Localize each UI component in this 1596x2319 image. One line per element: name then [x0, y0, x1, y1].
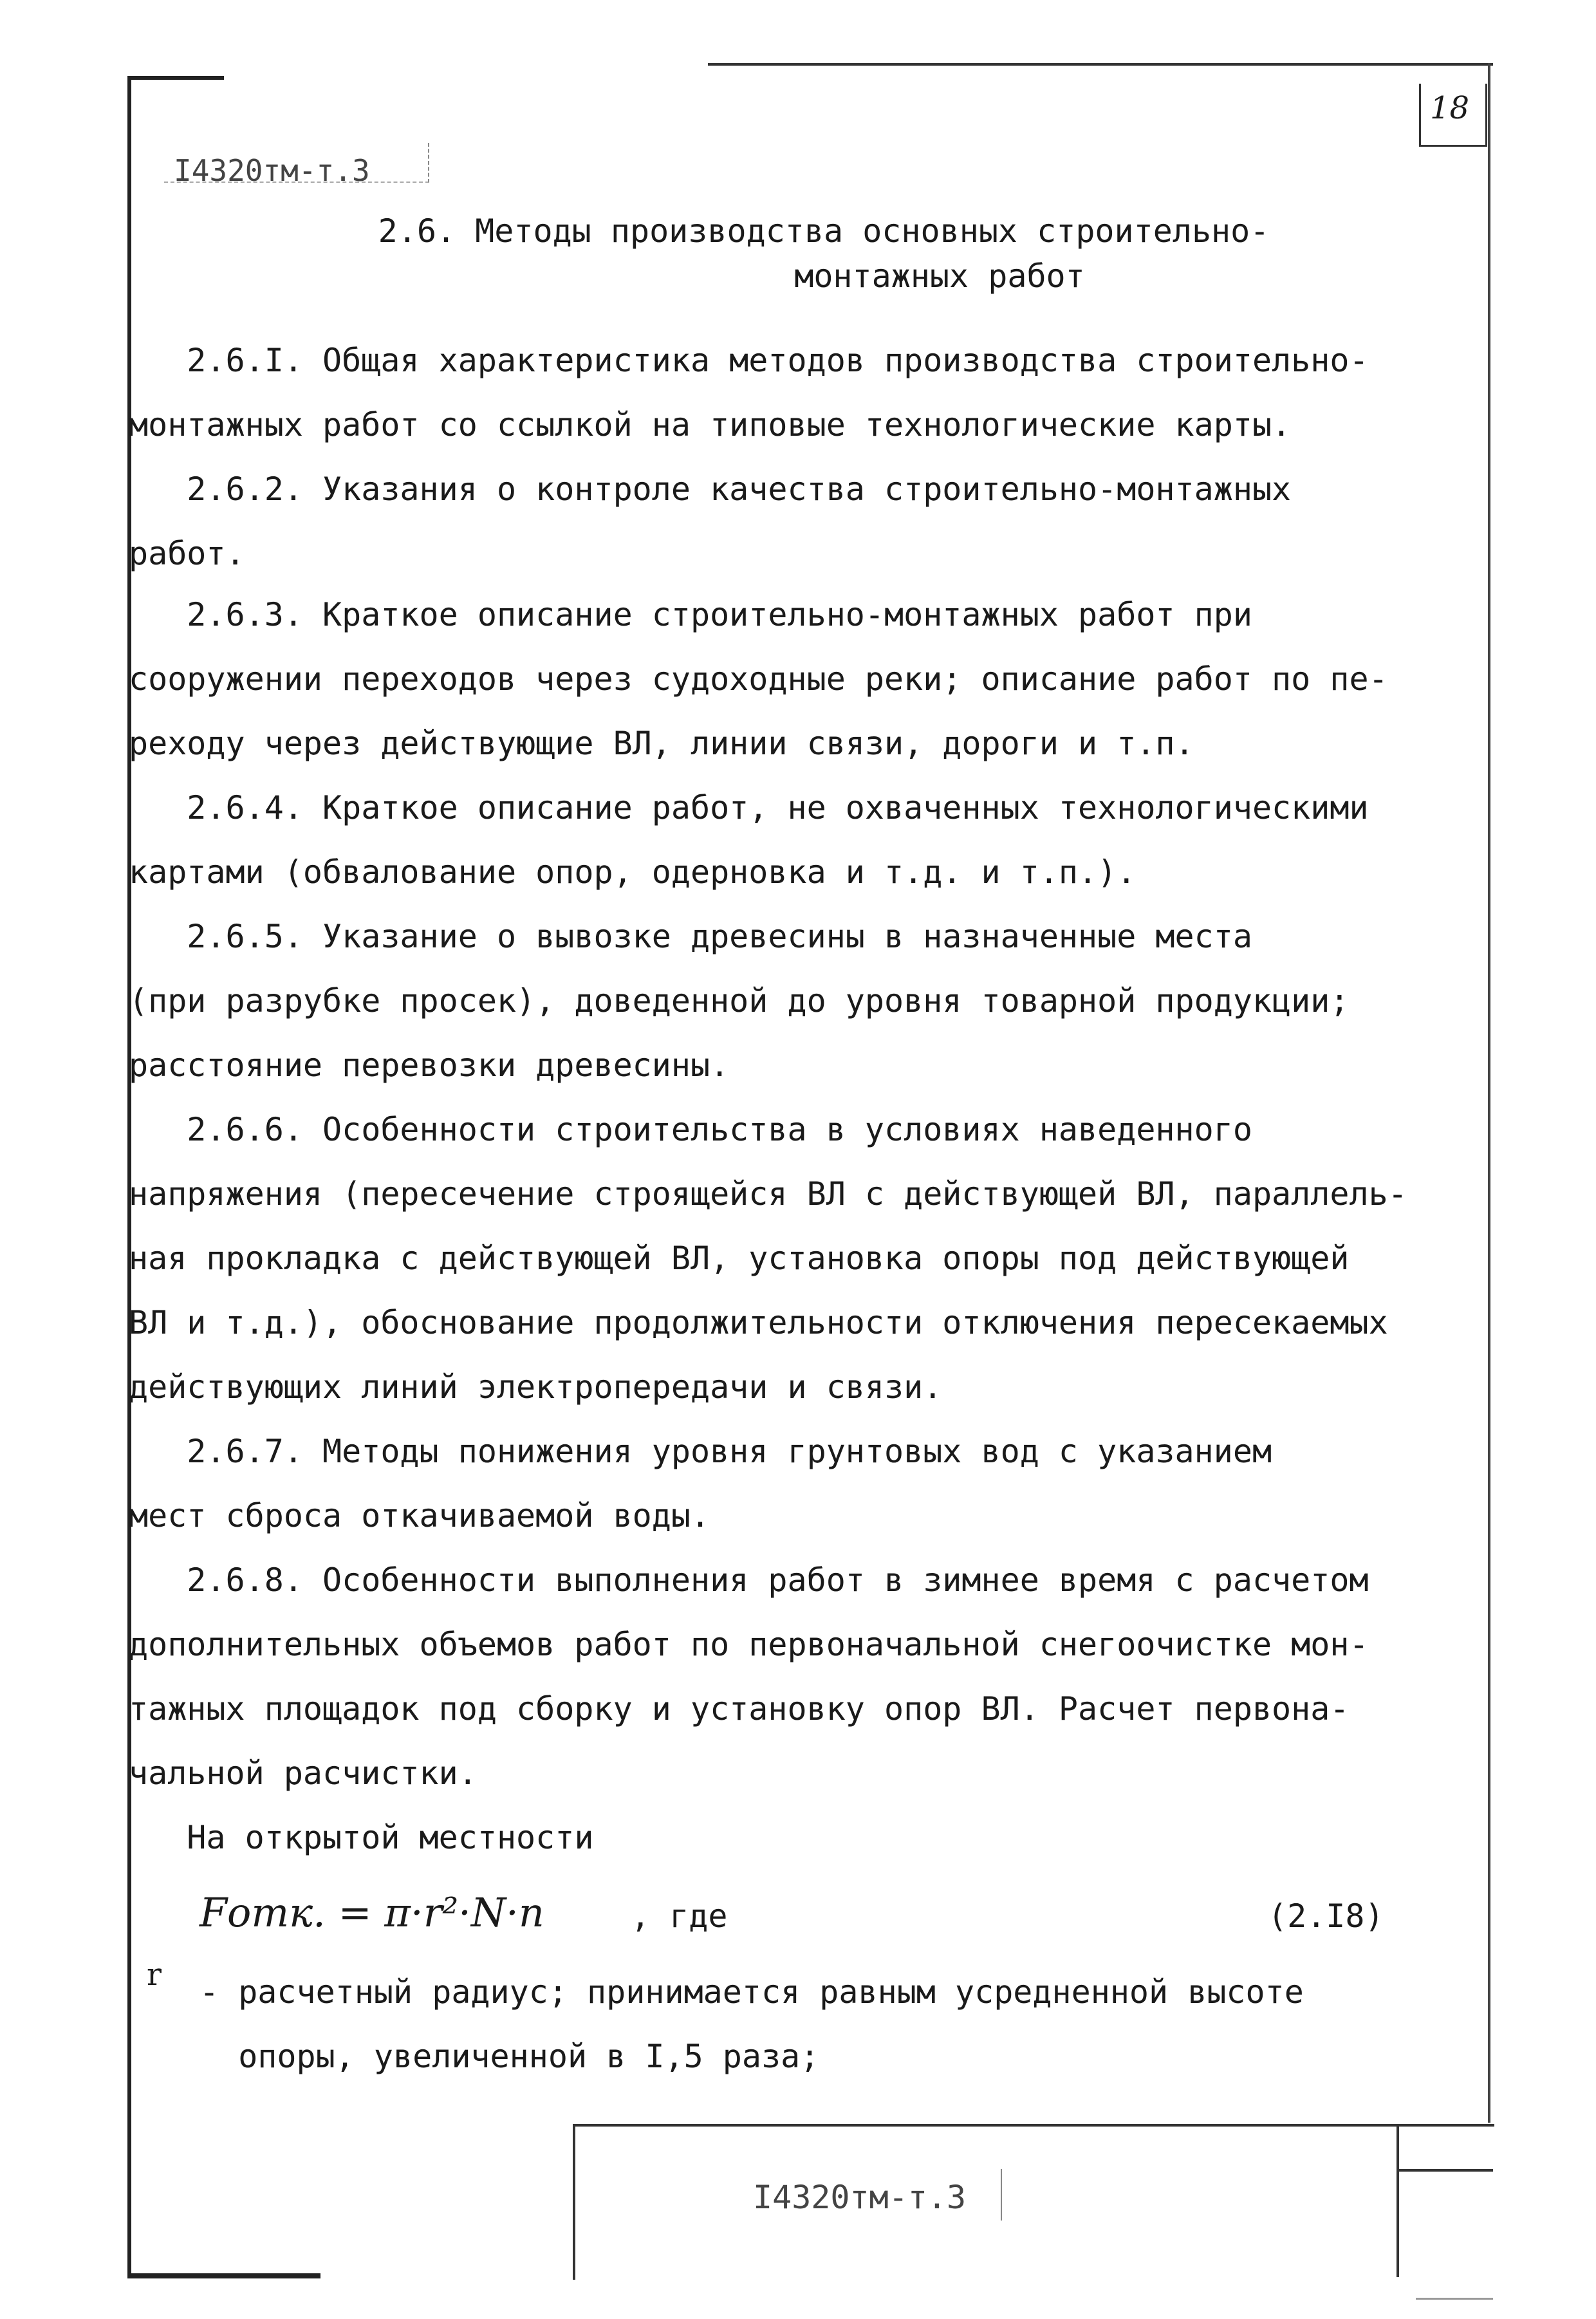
paragraph-line: 2.6.7. Методы понижения уровня грунтовых вод с указанием — [129, 1433, 1272, 1470]
formula-expression: Fотк. = π·r²·N·n — [200, 1889, 544, 1936]
paragraph-line: (при разрубке просек), доведенной до уровня товарной продукции; — [129, 982, 1350, 1020]
title-block — [573, 2124, 1494, 2280]
paragraph-line: напряжения (пересечение строящейся ВЛ с действующей ВЛ, параллель- — [129, 1175, 1407, 1213]
doc-code-bottom: I4320тм-т.3 — [753, 2179, 967, 2216]
scan-mark — [1416, 2298, 1493, 2300]
paragraph-line: расстояние перевозки древесины. — [129, 1047, 730, 1084]
page-number: 18 — [1430, 90, 1470, 126]
paragraph-line: дополнительных объемов работ по первоначальной снегоочистке мон- — [129, 1626, 1369, 1663]
paragraph-line: 2.6.5. Указание о вывозке древесины в назначенные места — [129, 918, 1252, 955]
definition-symbol: r — [147, 1957, 162, 1993]
section-heading-line-2: монтажных работ — [794, 257, 1085, 295]
paragraph-line: тажных площадок под сборку и установку опор ВЛ. Расчет первона- — [129, 1690, 1350, 1728]
paragraph-line: На открытой местности — [129, 1819, 594, 1856]
paragraph-line: сооружении переходов через судоходные реки; описание работ по пе- — [129, 660, 1388, 698]
frame-right-border — [1488, 63, 1490, 2123]
definition-line-1: - расчетный радиус; принимается равным усредненной высоте — [200, 1973, 1304, 2011]
paragraph-line: 2.6.3. Краткое описание строительно-монтажных работ при — [129, 596, 1252, 633]
paragraph-line: реходу через действующие ВЛ, линии связи, дороги и т.п. — [129, 725, 1194, 762]
paragraph-line: картами (обвалование опор, одерновка и т.д. и т.п.). — [129, 853, 1137, 891]
title-block-divider — [1396, 2124, 1399, 2277]
paragraph-line: 2.6.2. Указания о контроле качества строительно-монтажных — [129, 470, 1292, 508]
paragraph-line: 2.6.4. Краткое описание работ, не охваченных технологическими — [129, 789, 1369, 826]
paragraph-line: чальной расчистки. — [129, 1755, 478, 1792]
paragraph-line: работ. — [129, 535, 245, 572]
paragraph-line: ВЛ и т.д.), обоснование продолжительности отключения пересекаемых — [129, 1304, 1388, 1341]
paragraph-line: мест сброса откачиваемой воды. — [129, 1497, 710, 1534]
paragraph-line: действующих линий электропередачи и связи. — [129, 1368, 943, 1406]
paragraph-line: 2.6.6. Особенности строительства в условиях наведенного — [129, 1111, 1252, 1148]
section-heading-line-1: 2.6. Методы производства основных строительно- — [378, 212, 1270, 250]
doc-code-top: I4320тм-т.3 — [174, 153, 370, 188]
title-block-sheet-line — [1396, 2169, 1493, 2172]
frame-bottom-border — [127, 2273, 320, 2278]
frame-top-border — [708, 63, 1493, 66]
formula-where: , где — [631, 1897, 728, 1935]
paragraph-line: 2.6.8. Особенности выполнения работ в зимнее время с расчетом — [129, 1561, 1369, 1599]
paragraph-line: 2.6.I. Общая характеристика методов производства строительно- — [129, 342, 1369, 379]
definition-line-2: опоры, увеличенной в I,5 раза; — [200, 2038, 820, 2075]
frame-top-left-border — [127, 76, 224, 80]
paragraph-line: ная прокладка с действующей ВЛ, установка опоры под действующей — [129, 1240, 1350, 1277]
doc-code-separator — [1001, 2169, 1002, 2221]
paragraph-line: монтажных работ со ссылкой на типовые технологические карты. — [129, 406, 1292, 443]
formula-number: (2.I8) — [1268, 1897, 1384, 1935]
